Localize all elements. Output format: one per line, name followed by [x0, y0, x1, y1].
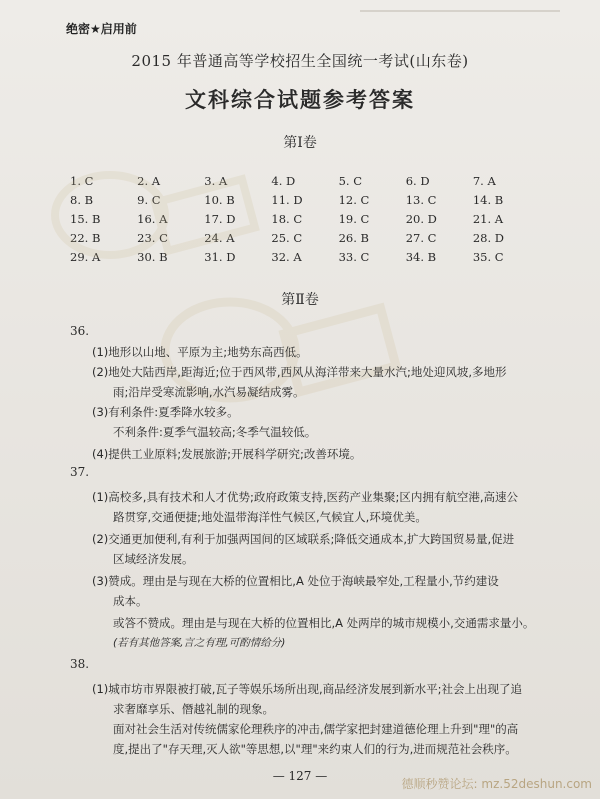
answer-cell: 4. D	[271, 174, 296, 188]
answer-cell: 17. D	[204, 212, 236, 226]
answer-cell: 16. A	[137, 212, 168, 226]
watermark-logo-icon	[40, 160, 260, 270]
answer-cell: 5. C	[338, 174, 362, 188]
answer-cell: 29. A	[70, 250, 101, 264]
grading-note: (若有其他答案,言之有理,可酌情给分)	[113, 637, 286, 649]
answer-item: 不利条件:夏季气温较高;冬季气温较低。	[113, 425, 317, 439]
answer-cell: 19. C	[338, 212, 370, 226]
answer-cell: 2. A	[137, 174, 161, 188]
answer-item: 区域经济发展。	[113, 552, 194, 566]
answer-item: 或答不赞成。理由是与现在大桥的位置相比,A 处两岸的城市规模小,交通需求量小。	[113, 616, 535, 630]
answer-cell: 10. B	[204, 193, 235, 207]
section-2-heading: 第Ⅱ卷	[281, 292, 319, 308]
exam-title: 2015 年普通高等学校招生全国统一考试(山东卷)	[131, 52, 469, 70]
answer-item: 雨;沿岸受寒流影响,水汽易凝结成雾。	[113, 385, 305, 399]
answer-cell: 32. A	[271, 250, 302, 264]
answer-cell: 6. D	[405, 174, 430, 188]
answer-cell: 20. D	[405, 212, 437, 226]
answer-cell: 24. A	[204, 231, 235, 245]
answer-cell: 15. B	[70, 212, 101, 226]
answer-item: (4)提供工业原料;发展旅游;开展科学研究;改善环境。	[92, 447, 362, 461]
bleed-through-line	[360, 10, 560, 12]
answer-cell: 12. C	[338, 193, 370, 207]
question-number: 37.	[70, 465, 90, 479]
answer-cell: 30. B	[137, 250, 168, 264]
answer-item: (1)地形以山地、平原为主;地势东高西低。	[92, 345, 308, 359]
answer-cell: 22. B	[70, 231, 101, 245]
answer-cell: 31. D	[204, 250, 236, 264]
answer-title: 文科综合试题参考答案	[185, 88, 415, 112]
answer-cell: 21. A	[472, 212, 504, 226]
answer-cell: 34. B	[405, 250, 437, 264]
answer-cell: 11. D	[271, 193, 303, 207]
answer-cell: 9. C	[137, 193, 161, 207]
watermark-text: 德顺秒赞论坛: mz.52deshun.com	[401, 777, 592, 791]
answer-cell: 18. C	[271, 212, 303, 226]
answer-cell: 28. D	[472, 231, 505, 245]
section-1-heading: 第Ⅰ卷	[283, 135, 317, 151]
question-number: 38.	[70, 657, 90, 671]
answer-cell: 27. C	[405, 231, 437, 245]
answer-item: (2)地处大陆西岸,距海近;位于西风带,西风从海洋带来大量水汽;地处迎风坡,多地形	[92, 365, 507, 379]
answer-cell: 1. C	[70, 174, 94, 188]
page-number: — 127 —	[272, 769, 328, 783]
answer-item: 路贯穿,交通便捷;地处温带海洋性气候区,气候宜人,环境优美。	[113, 510, 427, 524]
answer-cell: 7. A	[472, 174, 496, 188]
answer-cell: 23. C	[137, 231, 168, 245]
answer-cell: 26. B	[338, 231, 369, 245]
answer-cell: 25. C	[271, 231, 303, 245]
answer-item: (3)有利条件:夏季降水较多。	[92, 405, 239, 419]
answer-item: 面对社会生活对传统儒家伦理秩序的冲击,儒学家把封建道德伦理上升到"理"的高	[113, 722, 519, 736]
answer-item: (1)城市坊市界限被打破,瓦子等娱乐场所出现,商品经济发展到新水平;社会上出现了追	[92, 682, 522, 696]
answer-item: (2)交通更加便利,有利于加强两国间的区域联系;降低交通成本,扩大跨国贸易量,促进	[92, 532, 515, 546]
answer-item: (3)赞成。理由是与现在大桥的位置相比,A 处位于海峡最窄处,工程量小,节约建设	[92, 574, 499, 588]
answer-item: 求奢靡享乐、僭越礼制的现象。	[113, 702, 274, 716]
answer-cell: 35. C	[472, 250, 504, 264]
answer-cell: 8. B	[70, 193, 94, 207]
answer-item: (1)高校多,具有技术和人才优势;政府政策支持,医药产业集聚;区内拥有航空港,高速公	[92, 490, 519, 504]
confidential-mark: 绝密★启用前	[66, 22, 137, 36]
answer-item: 成本。	[113, 594, 148, 608]
answer-cell: 13. C	[405, 193, 437, 207]
answer-item: 度,提出了"存天理,灭人欲"等思想,以"理"来约束人们的行为,进而规范社会秩序。	[113, 742, 517, 756]
answer-cell: 3. A	[204, 174, 228, 188]
answer-cell: 14. B	[472, 193, 504, 207]
answer-cell: 33. C	[338, 250, 370, 264]
question-number: 36.	[70, 324, 90, 338]
